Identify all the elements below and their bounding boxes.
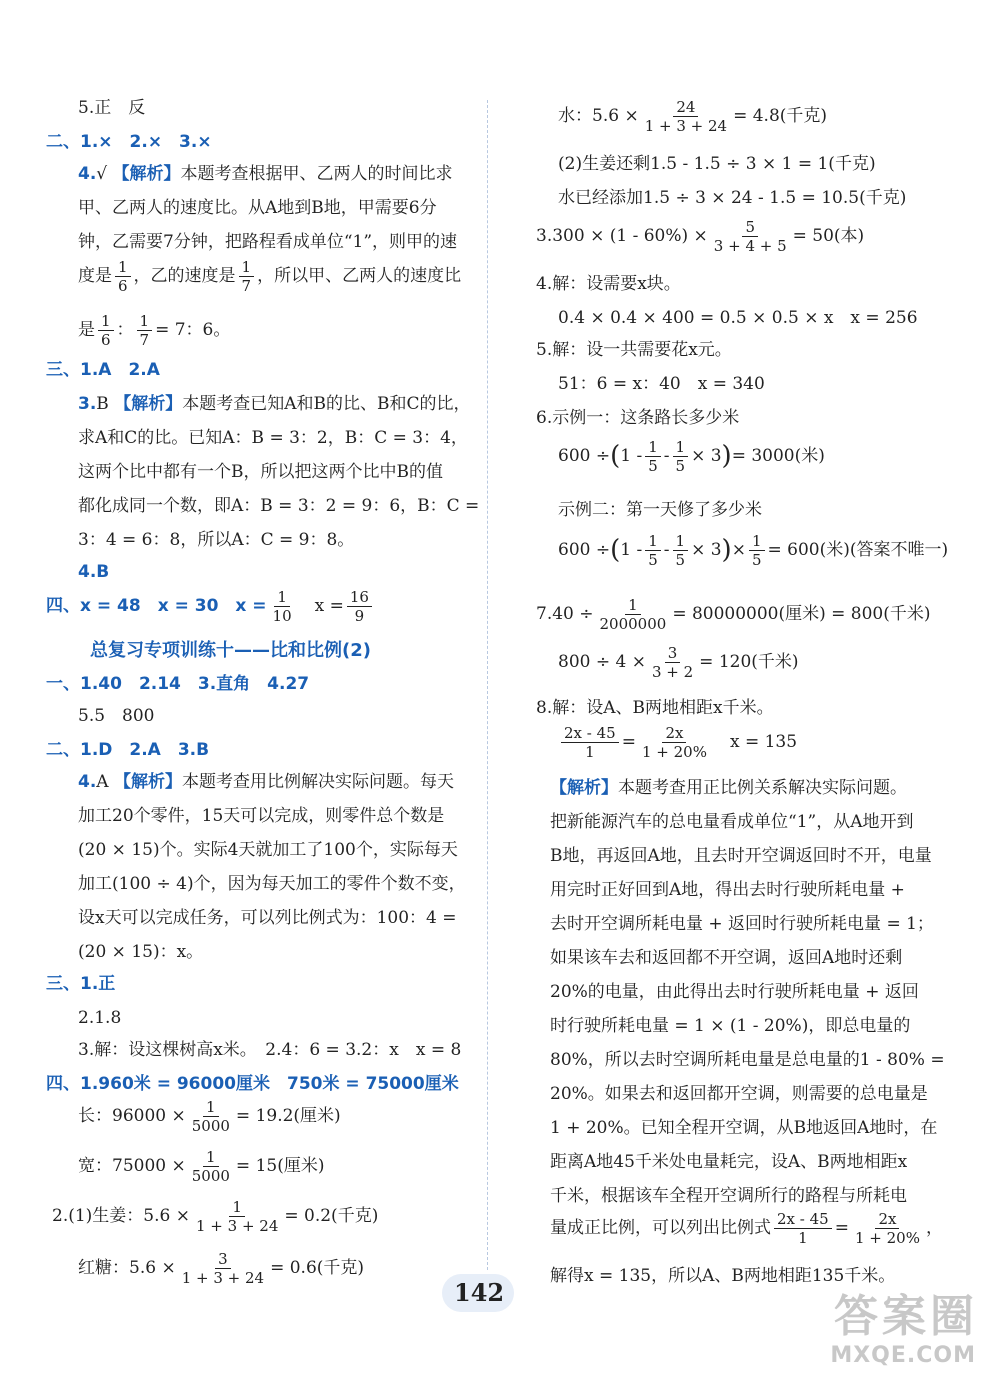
answer-line: 6.示例一：这条路长多少米 [536, 408, 740, 428]
column-divider [487, 100, 488, 1270]
analysis-line: 这两个比中都有一个B，所以把这两个比中B的值 [78, 462, 443, 482]
analysis-line: 千米，根据该车全程开空调所行的路程与所耗电 [550, 1186, 907, 1206]
answer-line: 8.解：设A、B两地相距x千米。 [536, 698, 774, 718]
analysis-line: 如果该车去和返回都不开空调，返回A地时还剩 [550, 948, 903, 968]
analysis-line: 4.√ 【解析】本题考查根据甲、乙两人的时间比求 [78, 164, 453, 184]
answer-line: 四、1.960米 = 96000厘米 750米 = 75000厘米 [46, 1074, 459, 1094]
fraction: $\frac{2x}{1 + 20\%}$ [854, 1210, 920, 1247]
answer-line: 二、1.D 2.A 3.B [46, 740, 210, 760]
analysis-line: 80%，所以去时空调所耗电量是总电量的1 - 80% = [550, 1050, 945, 1070]
fraction: $\frac{1}{7}$ [239, 258, 255, 295]
analysis-line: 甲、乙两人的速度比。从A地到B地，甲需要6分 [78, 198, 437, 218]
equation-line: 水：5.6 × $\frac{24}{1 + 3 + 24}$ = 4.8(千克) [558, 98, 828, 135]
analysis-line: 求A和C的比。已知A：B = 3：2，B：C = 3：4， [78, 428, 468, 448]
answer-line: 二、1.× 2.× 3.× [46, 132, 212, 152]
answer-line: 三、1.A 2.A [46, 360, 160, 380]
answer-line: 4.B [78, 562, 110, 582]
answer-line: 3.解：设这棵树高x米。 2.4：6 = 3.2：x x = 8 [78, 1040, 462, 1060]
answer-line: 四、x = 48 x = 30 x = $\frac{1}{10}$ x = $\frac{16}{9}$ [46, 588, 375, 625]
answer-line: 4.解：设需要x块。 [536, 274, 681, 294]
analysis-line: 把新能源汽车的总电量看成单位“1”，从A地开到 [550, 812, 914, 832]
fraction: $\frac{1}{10}$ [272, 588, 292, 625]
fraction: $\frac{1}{5}$ [749, 532, 765, 569]
answer-line: 5.正 反 [78, 98, 146, 118]
fraction: $\frac{24}{1 + 3 + 24}$ [644, 98, 728, 135]
answer-line: 示例二：第一天修了多少米 [558, 500, 762, 520]
fraction: $\frac{1}{5000}$ [191, 1098, 230, 1135]
watermark-logo: 答案圈 [834, 1291, 978, 1342]
equation-line: 水已经添加1.5 ÷ 3 × 24 - 1.5 = 10.5(千克) [558, 188, 907, 208]
section-heading: 总复习专项训练十——比和比例(2) [90, 640, 371, 661]
fraction: $\frac{2x - 45}{1}$ [561, 724, 619, 761]
analysis-line: 距离A地45千米处电量耗完，设A、B两地相距x [550, 1152, 908, 1172]
equation-line: 51：6 = x：40 x = 340 [558, 374, 765, 394]
equation-line: 3.300 × (1 - 60%) × $\frac{5}{3 + 4 + 5}$ = 50(本) [536, 218, 865, 255]
equation-line: 红糖：5.6 × $\frac{3}{1 + 3 + 24}$ = 0.6(千克) [78, 1250, 365, 1287]
fraction: $\frac{1}{5000}$ [191, 1148, 230, 1185]
equation-line: 600 ÷(1 - $\frac{1}{5}$ - $\frac{1}{5}$ × 3)= 3000(米) [558, 438, 825, 475]
analysis-line: 20%。如果去和返回都开空调，则需要的总电量是 [550, 1084, 928, 1104]
analysis-line: 用完时正好回到A地，得出去时行驶所耗电量 + [550, 880, 905, 900]
equation-line: 宽：75000 × $\frac{1}{5000}$ = 15(厘米) [78, 1148, 325, 1185]
answer-line: 三、1.正 [46, 974, 116, 994]
analysis-line: 加工(100 ÷ 4)个，因为每天加工的零件个数不变， [78, 874, 466, 894]
analysis-line: 3：4 = 6：8，所以A：C = 9：8。 [78, 530, 355, 550]
analysis-line: 都化成同一个数，即A：B = 3：2 = 9：6，B：C = [78, 496, 480, 516]
analysis-line: 设x天可以完成任务，可以列比例式为：100：4 = [78, 908, 457, 928]
fraction: $\frac{5}{3 + 4 + 5}$ [713, 218, 787, 255]
answer-line: 5.解：设一共需要花x元。 [536, 340, 732, 360]
equation-line: 800 ÷ 4 × $\frac{3}{3 + 2}$ = 120(千米) [558, 644, 799, 681]
analysis-line: 度是 $\frac{1}{6}$ ，乙的速度是 $\frac{1}{7}$ ，所以甲、乙两人的速度比 [78, 258, 462, 295]
analysis-line: 钟，乙需要7分钟，把路程看成单位“1”，则甲的速 [78, 232, 458, 252]
fraction: $\frac{3}{3 + 2}$ [651, 644, 694, 681]
answer-line: 2.1.8 [78, 1008, 122, 1028]
equation-line: 长：96000 × $\frac{1}{5000}$ = 19.2(厘米) [78, 1098, 341, 1135]
analysis-line: 【解析】本题考查用正比例关系解决实际问题。 [550, 778, 907, 798]
equation-line: (2)生姜还剩1.5 - 1.5 ÷ 3 × 1 = 1(千克) [558, 154, 876, 174]
watermark-url: MXQE.COM [830, 1343, 976, 1368]
answer-line: 一、1.40 2.14 3.直角 4.27 [46, 674, 310, 694]
analysis-line: 是 $\frac{1}{6}$ ： $\frac{1}{7}$ = 7：6。 [78, 312, 231, 349]
fraction: $\frac{1}{6}$ [98, 312, 114, 349]
analysis-line: 1 + 20%。已知全程开空调，从B地返回A地时，在 [550, 1118, 938, 1138]
answer-line: 5.5 800 [78, 706, 155, 726]
fraction: $\frac{1}{5}$ [645, 438, 661, 475]
analysis-line: 3.B 【解析】本题考查已知A和B的比、B和C的比， [78, 394, 471, 414]
analysis-line: 解得x = 135，所以A、B两地相距135千米。 [550, 1266, 896, 1286]
fraction: $\frac{1}{2000000}$ [599, 596, 667, 633]
analysis-line: 20%的电量，由此得出去时行驶所耗电量 + 返回 [550, 982, 919, 1002]
fraction: $\frac{1}{5}$ [673, 532, 689, 569]
page-number: 142 [454, 1278, 505, 1307]
fraction: $\frac{2x}{1 + 20\%}$ [641, 724, 707, 761]
fraction: $\frac{1}{5}$ [645, 532, 661, 569]
fraction: $\frac{1}{7}$ [137, 312, 153, 349]
analysis-line: 时行驶所耗电量 = 1 × (1 - 20%)，即总电量的 [550, 1016, 911, 1036]
analysis-line: 量成正比例，可以列出比例式 $\frac{2x - 45}{1}$ = $\frac{2x}{1 + 20\%}$ ， [550, 1210, 943, 1247]
analysis-line: 加工20个零件，15天可以完成，则零件总个数是 [78, 806, 445, 826]
analysis-line: (20 × 15)个。实际4天就加工了100个，实际每天 [78, 840, 458, 860]
equation-line: 2.(1)生姜：5.6 × $\frac{1}{1 + 3 + 24}$ = 0.2(千克) [52, 1198, 379, 1235]
analysis-line: 去时开空调所耗电量 + 返回时行驶所耗电量 = 1； [550, 914, 934, 934]
fraction: $\frac{1}{1 + 3 + 24}$ [195, 1198, 279, 1235]
fraction: $\frac{1}{6}$ [115, 258, 131, 295]
analysis-line: 4.A 【解析】本题考查用比例解决实际问题。每天 [78, 772, 454, 792]
analysis-line: B地，再返回A地，且去时开空调返回时不开，电量 [550, 846, 932, 866]
equation-line: 0.4 × 0.4 × 400 = 0.5 × 0.5 × x x = 256 [558, 308, 918, 328]
fraction: $\frac{2x - 45}{1}$ [774, 1210, 832, 1247]
equation-line: 7.40 ÷ $\frac{1}{2000000}$ = 80000000(厘米) = 800(千米) [536, 596, 931, 633]
equation-line: 600 ÷(1 - $\frac{1}{5}$ - $\frac{1}{5}$ × 3)× $\frac{1}{5}$ = 600(米)(答案不唯一) [558, 532, 949, 569]
equation-line: $\frac{2x - 45}{1}$ = $\frac{2x}{1 + 20\%}$ x = 135 [558, 724, 797, 761]
analysis-line: (20 × 15)：x。 [78, 942, 204, 962]
fraction: $\frac{3}{1 + 3 + 24}$ [181, 1250, 265, 1287]
fraction: $\frac{1}{5}$ [673, 438, 689, 475]
fraction: $\frac{16}{9}$ [347, 588, 372, 625]
